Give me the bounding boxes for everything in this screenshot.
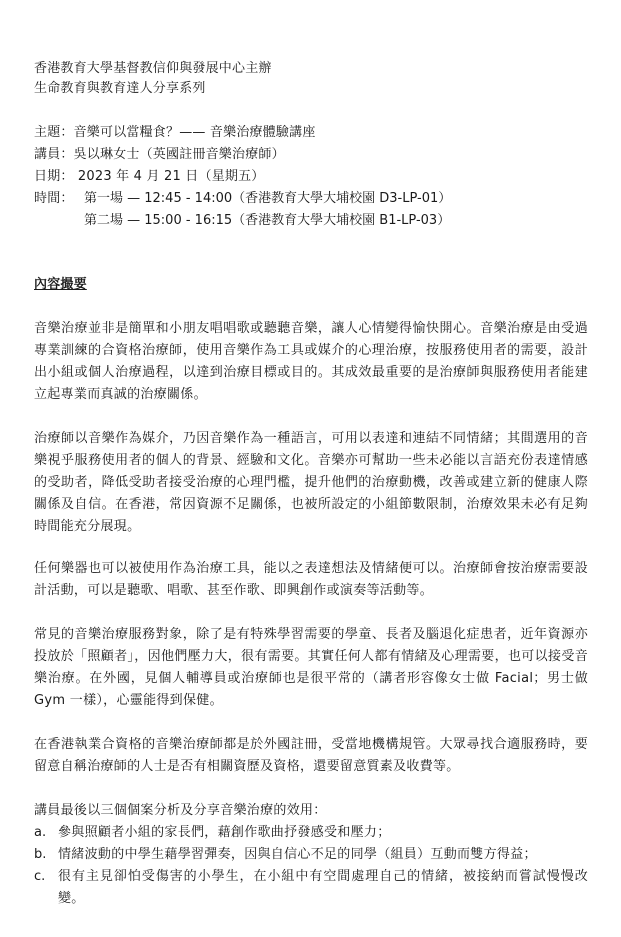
summary-paragraph-6: 講員最後以三個個案分析及分享音樂治療的效用： bbox=[34, 803, 327, 818]
topic-line: 主題：音樂可以當糧食？—— 音樂治療體驗講座 bbox=[34, 125, 316, 140]
summary-heading: 內容撮要 bbox=[34, 277, 87, 292]
summary-paragraph-5: 在香港執業合資格的音樂治療師都是於外國註冊，受當地機構規管。大眾尋找合適服務時，要留意自稱治療師的人士是否有相關資歷及資格，還要留意質素及收費等。 bbox=[34, 737, 588, 774]
speaker-line: 講員：吳以琳女士（英國註冊音樂治療師） bbox=[34, 147, 285, 162]
list-marker: b. bbox=[34, 847, 47, 862]
summary-paragraph-1: 音樂治療並非是簡單和小朋友唱唱歌或聽聽音樂，讓人心情變得愉快開心。音樂治療是由受過專業訓練的合資格治療師，使用音樂作為工具或媒介的心理治療，按服務使用者的需要，設計出小組或個人治療過程，以達到治療目標或目的。其成效最重要的是治療師與服務使用者能建立起專業而真誠的治療關係。 bbox=[34, 321, 588, 402]
list-marker: a. bbox=[34, 825, 47, 840]
list-item-text: 很有主見卻怕受傷害的小學生，在小組中有空間處理自己的情緒，被接納而嘗試慢慢改變。 bbox=[58, 869, 588, 906]
organizer-line: 香港教育大學基督教信仰與發展中心主辦 bbox=[34, 61, 272, 76]
list-item-text: 情緒波動的中學生藉學習彈奏，因與自信心不足的同學（組員）互動而雙方得益； bbox=[58, 847, 537, 862]
date-line: 日期： 2023 年 4 月 21 日（星期五） bbox=[34, 169, 265, 184]
session-2: 第二場 — 15:00 - 16:15（香港教育大學大埔校園 B1-LP-03） bbox=[84, 213, 451, 228]
time-label: 時間： bbox=[34, 191, 74, 206]
summary-paragraph-3: 任何樂器也可以被使用作為治療工具，能以之表達想法及情緒便可以。治療師會按治療需要設計活動，可以是聽歌、唱歌、甚至作歌、即興創作或演奏等活動等。 bbox=[34, 561, 588, 598]
series-line: 生命教育與教育達人分享系列 bbox=[34, 81, 206, 96]
list-item-text: 參與照顧者小組的家長們，藉創作歌曲抒發感受和壓力； bbox=[58, 825, 391, 840]
session-1: 第一場 — 12:45 - 14:00（香港教育大學大埔校園 D3-LP-01） bbox=[84, 191, 452, 206]
summary-paragraph-4: 常見的音樂治療服務對象，除了是有特殊學習需要的學童、長者及腦退化症患者，近年資源亦投放於「照顧者」，因他們壓力大，很有需要。其實任何人都有情緒及心理需要，也可以接受音樂治療。在外國，見個人輔導員或治療師也是很平常的（講者形容像女士做 Facial；男士做 Gym 一樣），心靈能得到保健。 bbox=[34, 627, 588, 708]
list-marker: c. bbox=[34, 869, 46, 884]
summary-paragraph-2: 治療師以音樂作為媒介，乃因音樂作為一種語言，可用以表達和連結不同情緒；其間選用的音樂視乎服務使用者的個人的背景、經驗和文化。音樂亦可幫助一些未必能以言語充份表達情感的受助者，降低受助者接受治療的心理門檻，提升他們的治療動機，改善或建立新的健康人際關係及自信。在香港，常因資源不足關係，也被所設定的小組節數限制，治療效果未必有足夠時間能充分展現。 bbox=[34, 431, 588, 534]
